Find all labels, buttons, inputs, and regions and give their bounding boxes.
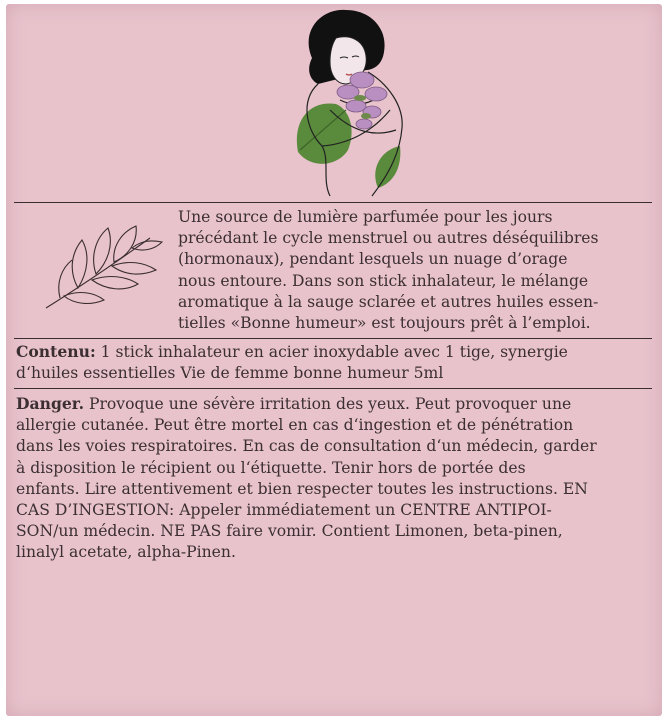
divider-contenu (14, 338, 652, 339)
divider-top (14, 202, 652, 203)
woman-hugging-sage-illustration (0, 0, 667, 200)
product-description: Une source de lumière parfumée pour les jours précédant le cycle menstruel ou autres déséquilibres (hormonaux), pendant lesquels un nuage d’orage nous entoure. Dans son stick inhalateur, le mélange aromatique à la sauge sclarée et autres huiles essen- tielles «Bonne humeur» est toujours prêt à l’emploi. (178, 208, 599, 333)
danger-label: Danger. (16, 394, 85, 413)
divider-danger (14, 388, 652, 389)
contents-section: Contenu: 1 stick inhalateur en acier inoxydable avec 1 tige, synergie d‘huiles essentielles Vie de femme bonne humeur 5ml (16, 342, 568, 383)
danger-warning-section: Danger. Provoque une sévère irritation des yeux. Peut provoquer une allergie cutanée. Peut être mortel en cas d‘ingestion et de pénétration dans les voies respiratoires. En cas de consultation d‘un médecin, garder à disposition le récipient ou l‘étiquette. Tenir hors de portée des enfants. Lire attentivement et bien respecter toutes les instructions. EN CAS D’INGESTION: Appeler immédiatement un CENTRE ANTIPOI- SON/un médecin. NE PAS faire vomir. Contient Limonen, beta-pinen, linalyl acetate, alpha-Pinen. (16, 394, 597, 562)
sage-sprig-icon (38, 218, 168, 318)
contents-label: Contenu: (16, 342, 96, 361)
